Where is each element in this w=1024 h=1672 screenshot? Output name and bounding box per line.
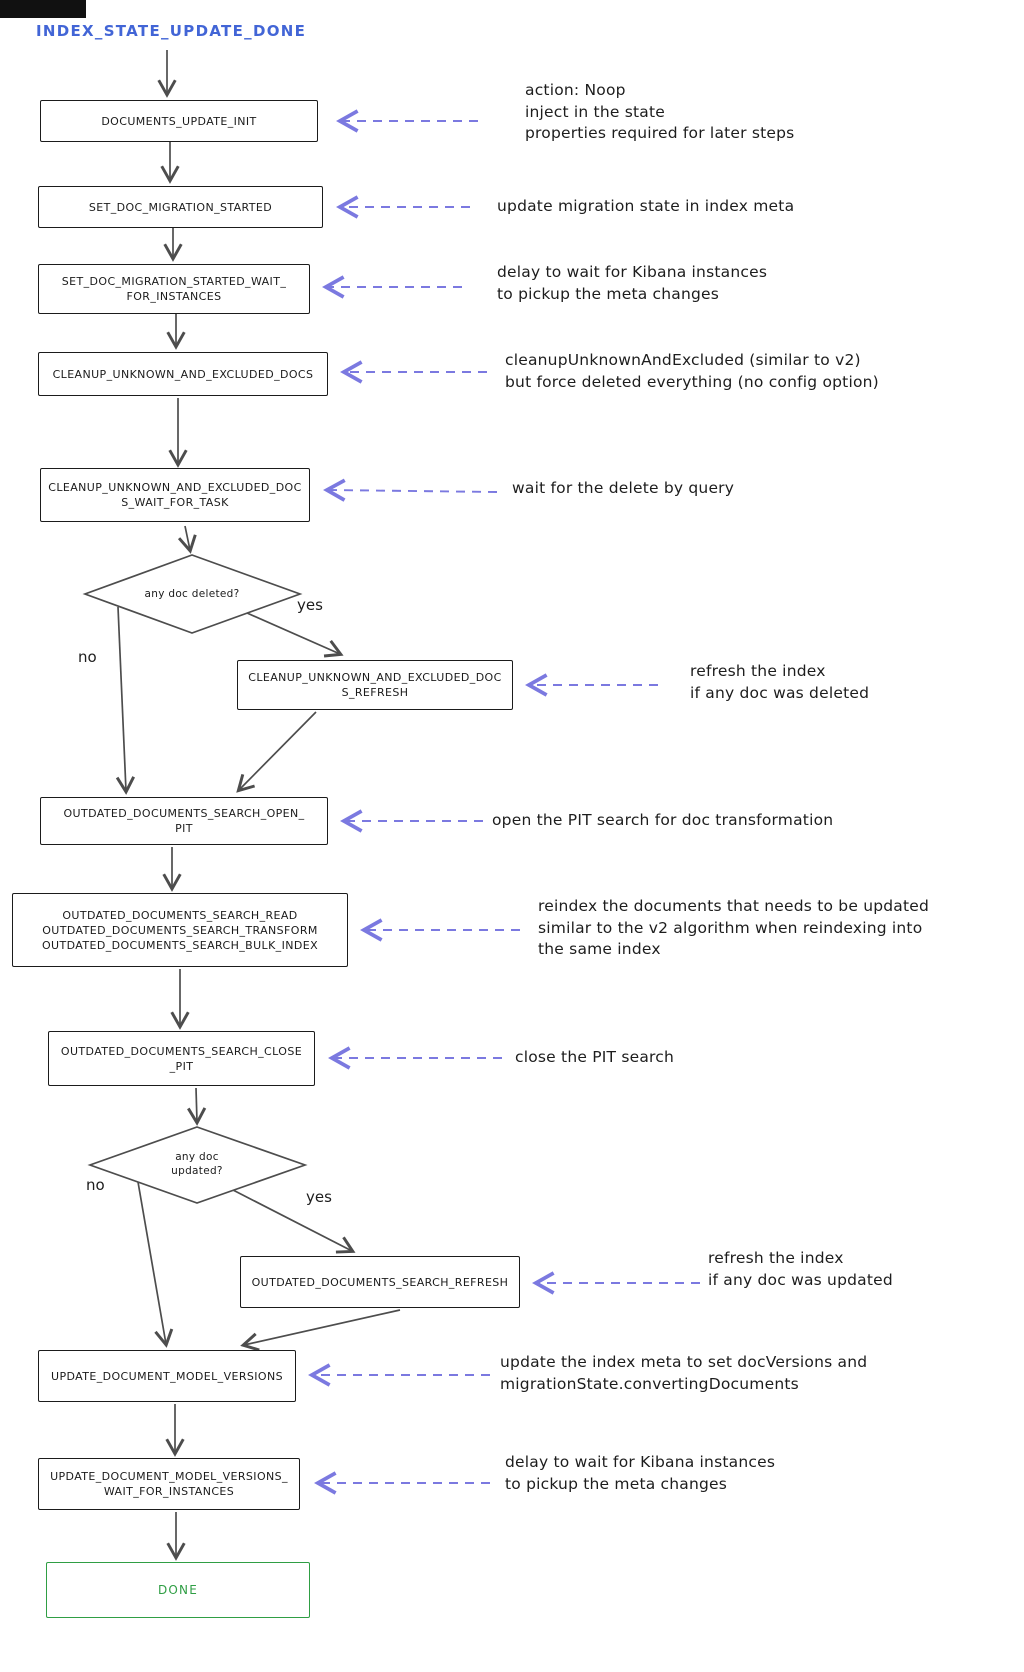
branch-label-no-updated: no	[86, 1176, 105, 1194]
state-box-outdated-documents-search-open-pit	[40, 797, 328, 845]
annotation-line: action: Noop	[525, 81, 626, 99]
state-box-cleanup-unknown-and-excluded-docs-wait-for-task	[40, 468, 310, 522]
state-label: OUTDATED_DOCUMENTS_SEARCH_CLOSE	[60, 1044, 303, 1058]
annotation-refresh-if-deleted	[690, 661, 869, 704]
annotation-line: similar to the v2 algorithm when reindexing into	[538, 918, 923, 937]
annotation-update-index-meta	[500, 1352, 867, 1395]
branch-label-yes-updated: yes	[306, 1188, 332, 1206]
state-label: OUTDATED_DOCUMENTS_SEARCH_OPEN_	[63, 807, 305, 820]
state-label: CLEANUP_UNKNOWN_AND_EXCLUDED_DOC	[248, 671, 502, 684]
annotation-delay-wait-instances-2	[505, 1452, 775, 1495]
annotation-line: migrationState.convertingDocuments	[500, 1374, 799, 1393]
state-label: FOR_INSTANCES	[126, 290, 222, 303]
annotation-line: refresh the index	[708, 1249, 844, 1267]
annotation-line: refresh the index	[690, 662, 826, 680]
state-box-cleanup-unknown-and-excluded-docs	[38, 352, 328, 396]
annotation-wait-delete-by-query	[512, 478, 734, 500]
annotation-line: update migration state in index meta	[497, 197, 795, 215]
state-box-cleanup-unknown-and-excluded-docs-refresh	[237, 660, 513, 710]
annotation-line: cleanupUnknownAndExcluded (similar to v2)	[505, 351, 861, 369]
state-label: WAIT_FOR_INSTANCES	[103, 1485, 235, 1498]
annotation-line: if any doc was updated	[708, 1270, 893, 1289]
state-label: PIT	[175, 822, 193, 835]
decision-label: any doc	[175, 1151, 219, 1163]
annotation-reindex-documents	[538, 896, 929, 961]
annotation-line: delay to wait for Kibana instances	[505, 1453, 776, 1471]
annotation-close-pit	[515, 1047, 674, 1069]
decision-any-doc-deleted	[120, 587, 264, 601]
state-label: OUTDATED_DOCUMENTS_SEARCH_REFRESH	[251, 1275, 509, 1289]
state-box-done	[46, 1562, 310, 1618]
annotation-refresh-if-updated	[708, 1248, 893, 1291]
state-box-outdated-documents-search-read-transform-bulk-index	[12, 893, 348, 967]
annotation-line: the same index	[538, 940, 661, 958]
state-box-set-doc-migration-started-wait-for-instances	[38, 264, 310, 314]
state-label: OUTDATED_DOCUMENTS_SEARCH_TRANSFORM	[42, 923, 318, 937]
state-label: SET_DOC_MIGRATION_STARTED	[88, 200, 273, 214]
state-box-set-doc-migration-started	[38, 186, 323, 228]
state-label: DONE	[157, 1582, 199, 1597]
annotation-delay-wait-instances-1	[497, 262, 767, 305]
branch-label-no-deleted: no	[78, 648, 97, 666]
annotation-line: but force deleted everything (no config option)	[505, 372, 879, 391]
diagram-title: INDEX_STATE_UPDATE_DONE	[36, 22, 307, 40]
annotation-line: reindex the documents that needs to be updated	[538, 897, 930, 915]
annotation-line: update the index meta to set docVersions and	[500, 1353, 868, 1371]
state-box-update-document-model-versions-wait-for-instances	[38, 1458, 300, 1510]
state-label: S_WAIT_FOR_TASK	[121, 496, 229, 509]
state-label: CLEANUP_UNKNOWN_AND_EXCLUDED_DOCS	[52, 367, 314, 381]
decision-label: updated?	[171, 1165, 223, 1177]
annotation-line: close the PIT search	[515, 1048, 675, 1066]
state-box-update-document-model-versions	[38, 1350, 296, 1402]
branch-label-yes-deleted: yes	[297, 596, 323, 614]
annotation-line: delay to wait for Kibana instances	[497, 263, 768, 281]
annotation-line: inject in the state	[525, 102, 665, 121]
state-label: _PIT	[169, 1059, 194, 1073]
annotation-line: if any doc was deleted	[690, 683, 870, 702]
state-label: UPDATE_DOCUMENT_MODEL_VERSIONS	[51, 1369, 283, 1383]
annotation-line: open the PIT search for doc transformation	[492, 811, 834, 829]
state-box-outdated-documents-search-refresh	[240, 1256, 520, 1308]
decision-label: any doc deleted?	[144, 588, 240, 600]
annotation-cleanup-unknown-excluded	[505, 350, 879, 393]
annotation-line: wait for the delete by query	[512, 479, 735, 497]
state-label: SET_DOC_MIGRATION_STARTED_WAIT_	[61, 275, 287, 288]
annotation-open-pit	[492, 810, 833, 832]
annotation-line: properties required for later steps	[525, 124, 795, 142]
state-label: DOCUMENTS_UPDATE_INIT	[101, 114, 257, 128]
annotation-line: to pickup the meta changes	[505, 1474, 728, 1493]
state-label: S_REFRESH	[341, 686, 409, 699]
state-box-outdated-documents-search-close-pit	[48, 1031, 315, 1086]
decision-any-doc-updated	[137, 1150, 257, 1178]
state-label: UPDATE_DOCUMENT_MODEL_VERSIONS_	[50, 1470, 288, 1483]
state-label: CLEANUP_UNKNOWN_AND_EXCLUDED_DOC	[48, 481, 302, 494]
state-label: OUTDATED_DOCUMENTS_SEARCH_READ	[62, 908, 298, 922]
annotation-action-noop	[525, 80, 794, 145]
state-box-documents-update-init	[40, 100, 318, 142]
annotation-update-migration-state	[497, 196, 794, 218]
state-label: OUTDATED_DOCUMENTS_SEARCH_BULK_INDEX	[41, 938, 319, 952]
annotation-line: to pickup the meta changes	[497, 284, 720, 303]
